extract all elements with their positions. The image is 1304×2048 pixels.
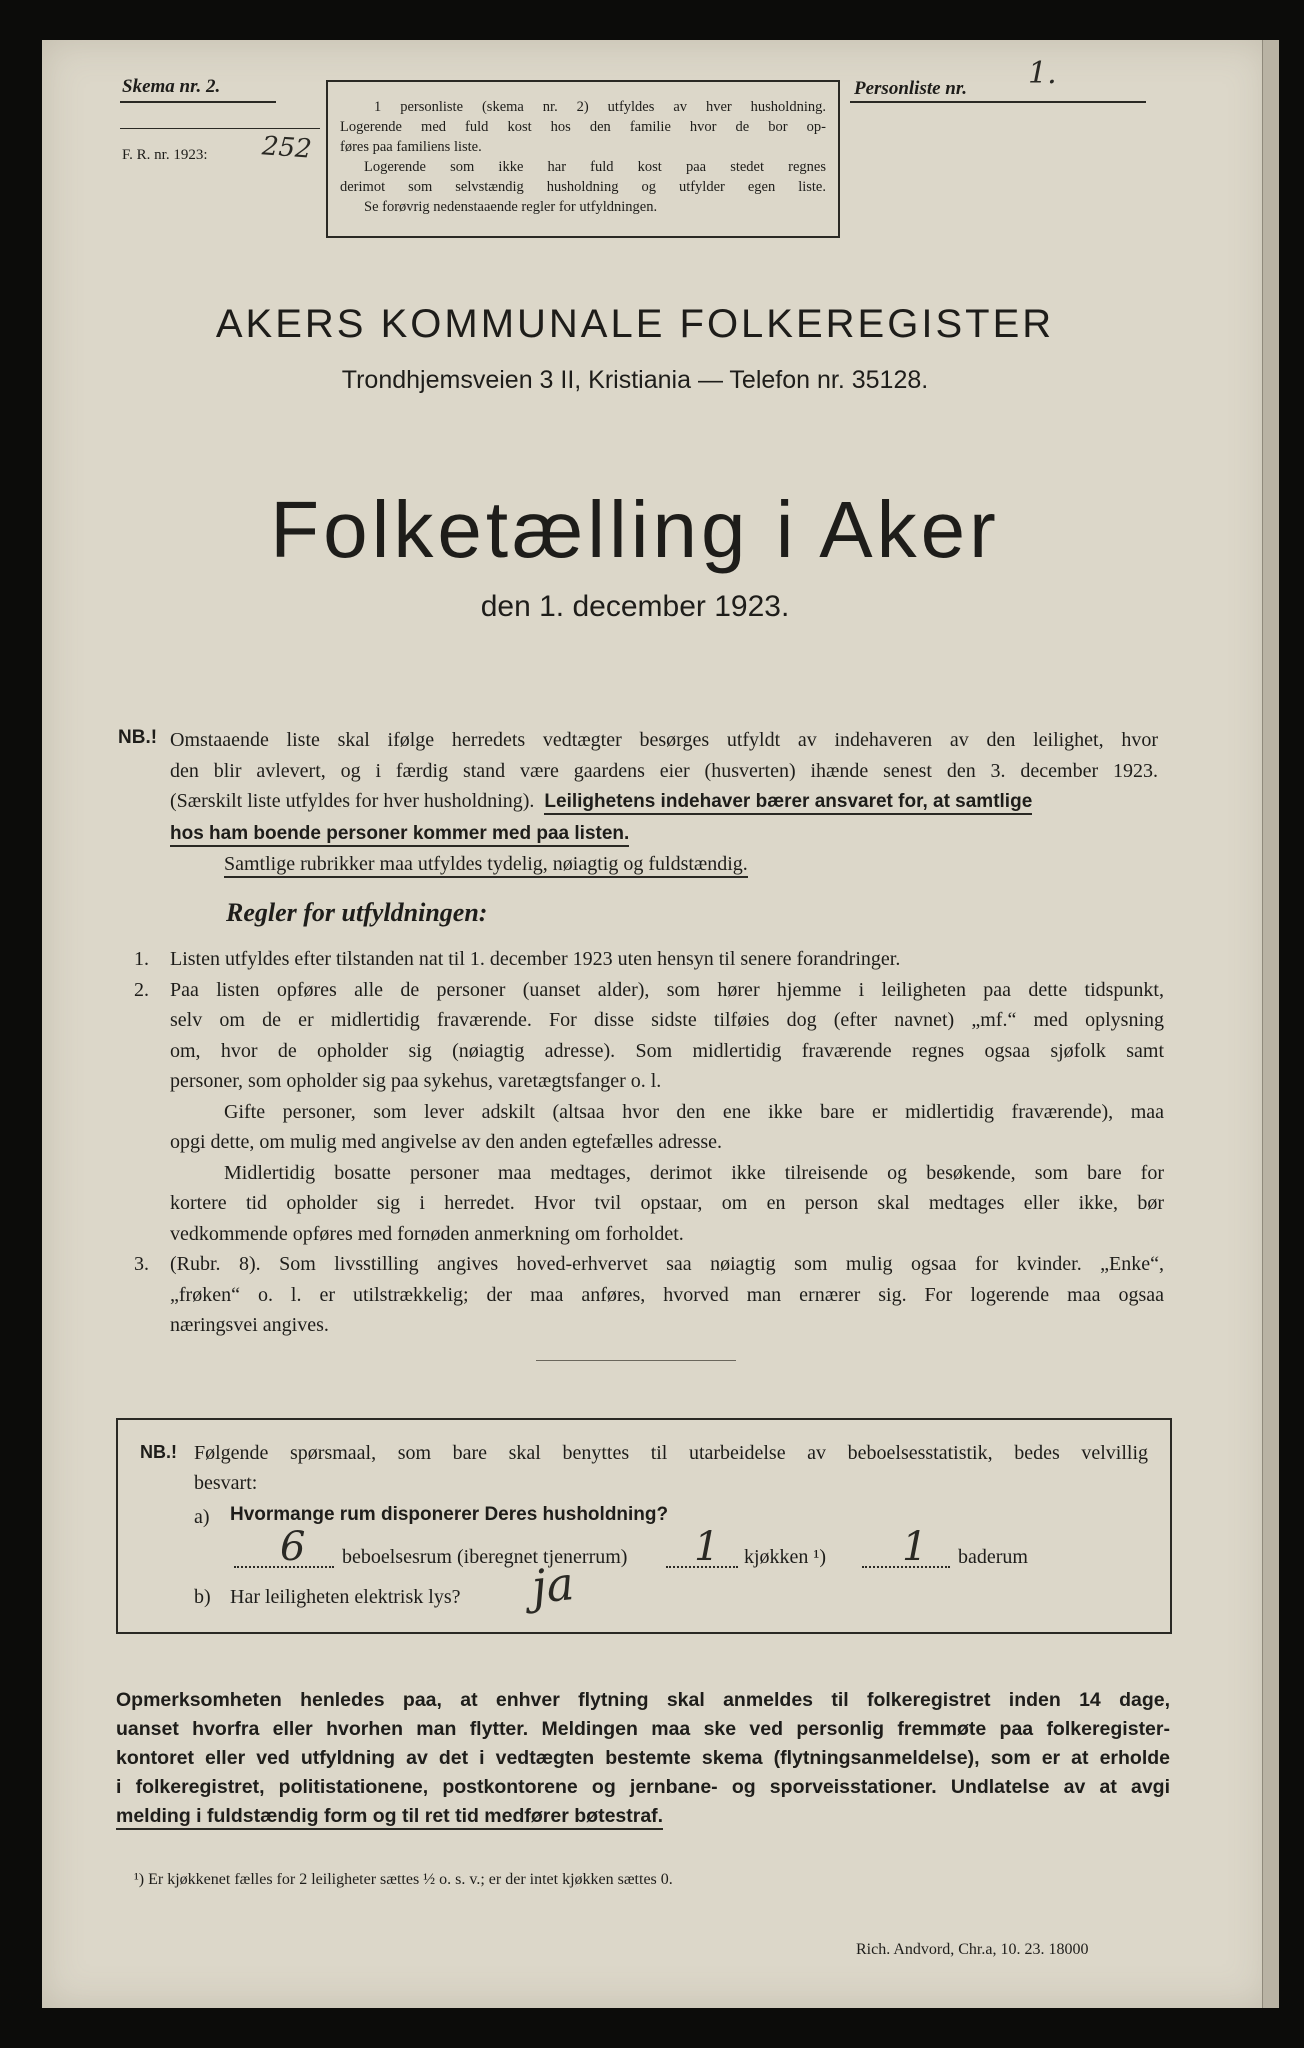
rule-number: 2. <box>134 978 149 1001</box>
nb1-line-6: Samtlige rubrikker maa utfyldes tydelig, nøiagtig og fuldstændig. <box>224 853 748 878</box>
rule-line: (Rubr. 8). Som livsstilling angives hoved-erhvervet saa nøiagtig som mulig ogsaa for kvinder. „Enke“, <box>170 1253 1164 1275</box>
box-line-3: føres paa familiens liste. <box>340 139 482 155</box>
housing-statistics-box <box>116 1418 1172 1634</box>
personliste-handwritten-number: 1. <box>1028 56 1057 91</box>
kitchen-field <box>666 1524 738 1570</box>
rule-line: om, hvor de opholder sig (nøiagtig adresse). Som midlertidig fraværende regnes ogsaa sjøfolk samt <box>170 1039 1164 1062</box>
printer-imprint: Rich. Andvord, Chr.a, 10. 23. 18000 <box>856 1941 1089 1958</box>
fr-handwritten-number: 252 <box>261 131 313 165</box>
bath-value: 1 <box>902 1524 928 1570</box>
nb1-line-1: Omstaaende liste skal ifølge herredets vedtægter besørges utfyldt av indehaveren av den leilighet, hvor <box>170 729 1158 751</box>
nb1-paragraph <box>170 725 1158 880</box>
main-title: Folketælling i Aker <box>270 485 1000 574</box>
bath-field <box>862 1524 950 1570</box>
fr-label: F. R. nr. 1923: <box>122 147 208 163</box>
box-line-5: derimot som selvstændig husholdning og utfylder egen liste. <box>340 179 826 195</box>
rule-line: Gifte personer, som lever adskilt (altsaa hvor den ene ikke bare er midlertidig fraværende), maa <box>224 1100 1164 1123</box>
question-a-label: a) <box>194 1506 210 1528</box>
org-title: AKERS KOMMUNALE FOLKEREGISTER <box>215 302 1055 346</box>
nb1-line-2: den blir avlevert, og i færdig stand være gaardens eier (husverten) ihænde senest den 3. december 1923. <box>170 759 1158 782</box>
nb1-responsibility-text: Leilighetens indehaver bærer ansvaret for, at samtlige <box>544 791 1032 815</box>
rule-line: selv om de er midlertidig fraværende. For disse sidste tilføies dog (efter navnet) „mf.“ med oplysning <box>170 1009 1164 1031</box>
question-a: Hvormange rum disponerer Deres husholdning? <box>230 1504 669 1525</box>
box-line-4: Logerende som ikke har fuld kost paa stedet regnes <box>364 159 826 175</box>
date-subtitle: den 1. december 1923. <box>480 590 790 623</box>
question-b-label: b) <box>194 1586 211 1608</box>
rule-number: 1. <box>134 948 149 970</box>
rooms-label: beboelsesrum (iberegnet tjenerrum) <box>342 1546 628 1568</box>
instructions-box <box>326 80 840 238</box>
box-line-1: 1 personliste (skema nr. 2) utfyldes av hver husholdning. <box>374 99 826 115</box>
personliste-label: Personliste nr. <box>854 78 967 99</box>
rooms-value: 6 <box>280 1524 306 1570</box>
notice-line-5: melding i fuldstændig form og til ret tid medfører bøtestraf. <box>116 1805 663 1830</box>
box-line-2: Logerende med fuld kost hos den familie hvor de bor op- <box>340 119 826 135</box>
fr-top-rule <box>120 128 320 129</box>
rules-list <box>134 944 1164 1341</box>
notice-line-2: uanset hvorfra eller hvorhen man flytter. Meldingen maa ske ved personlig fremmøte paa folkeregister- <box>116 1718 1170 1740</box>
kitchen-value: 1 <box>694 1524 720 1570</box>
footnote: ¹) Er kjøkkenet fælles for 2 leiligheter sættes ½ o. s. v.; er der intet kjøkken sættes 0. <box>134 1871 673 1888</box>
notice-line-4: i folkeregistret, politistationene, postkontorene og jernbane- og sporveisstationer. Undlatelse av at avgi <box>116 1776 1170 1798</box>
nb2-line-2: besvart: <box>194 1472 258 1494</box>
personliste-rule <box>850 101 1146 103</box>
address-line: Trondhjemsveien 3 II, Kristiania — Telefon nr. 35128. <box>341 366 929 394</box>
box-line-6: Se forøvrig nedenstaaende regler for utfyldningen. <box>364 199 658 215</box>
skema-label: Skema nr. 2. <box>122 76 221 97</box>
rule-line: vedkommende opføres med fornøden anmerkning om forholdet. <box>170 1222 684 1245</box>
electric-light-answer: ja <box>529 1555 577 1615</box>
section-divider <box>536 1360 736 1361</box>
rule-line: personer, som opholder sig paa sykehus, varetægtsfanger o. l. <box>170 1070 662 1092</box>
rule-line: Paa listen opføres alle de personer (uanset alder), som hører hjemme i leiligheten paa dette tidspunkt, <box>170 978 1164 1001</box>
skema-rule <box>120 101 276 103</box>
nb1-label: NB.! <box>118 727 158 748</box>
notice-line-3: kontoret eller ved utfyldning av det i vedtægten bestemte skema (flytningsanmeldelse), som er at erholde <box>116 1747 1170 1769</box>
kitchen-label: kjøkken ¹) <box>744 1546 827 1568</box>
bath-label: baderum <box>958 1546 1028 1568</box>
rule-line: kortere tid opholder sig i herredet. Hvor tvil opstaar, om en person skal medtages eller ikke, bør <box>170 1192 1164 1214</box>
rooms-field <box>234 1524 334 1570</box>
rules-heading: Regler for utfyldningen: <box>226 898 488 927</box>
rule-line: opgi dette, om mulig med angivelse av den anden egtefælles adresse. <box>170 1131 723 1153</box>
notice-line-1: Opmerksomheten henledes paa, at enhver flytning skal anmeldes til folkeregistret inden 14 dage, <box>116 1689 1170 1711</box>
rule-line: Listen utfyldes efter tilstanden nat til 1. december 1923 uten hensyn til senere forandringer. <box>170 948 901 970</box>
nb1-line-3-text: (Særskilt liste utfyldes for hver husholdning). <box>170 790 535 812</box>
nb1-line-3 <box>170 786 1158 818</box>
rule-line: Midlertidig bosatte personer maa medtages, derimot ikke tilreisende og besøkende, som bare for <box>224 1161 1164 1184</box>
question-b: Har leiligheten elektrisk lys? <box>230 1586 461 1608</box>
moving-notice <box>116 1686 1170 1831</box>
nb2-label: NB.! <box>140 1442 177 1462</box>
rule-line: „frøken“ o. l. er utilstrækkelig; der maa anføres, hvorved man ernærer sig. For logerende maa ogsaa <box>170 1283 1164 1306</box>
rule-number: 3. <box>134 1253 149 1275</box>
nb1-responsibility-text-2: hos ham boende personer kommer med paa listen. <box>170 823 629 847</box>
rule-line: næringsvei angives. <box>170 1314 329 1336</box>
nb2-line-1: Følgende spørsmaal, som bare skal benyttes til utarbeidelse av beboelsesstatistik, bedes velvillig <box>194 1442 1148 1464</box>
